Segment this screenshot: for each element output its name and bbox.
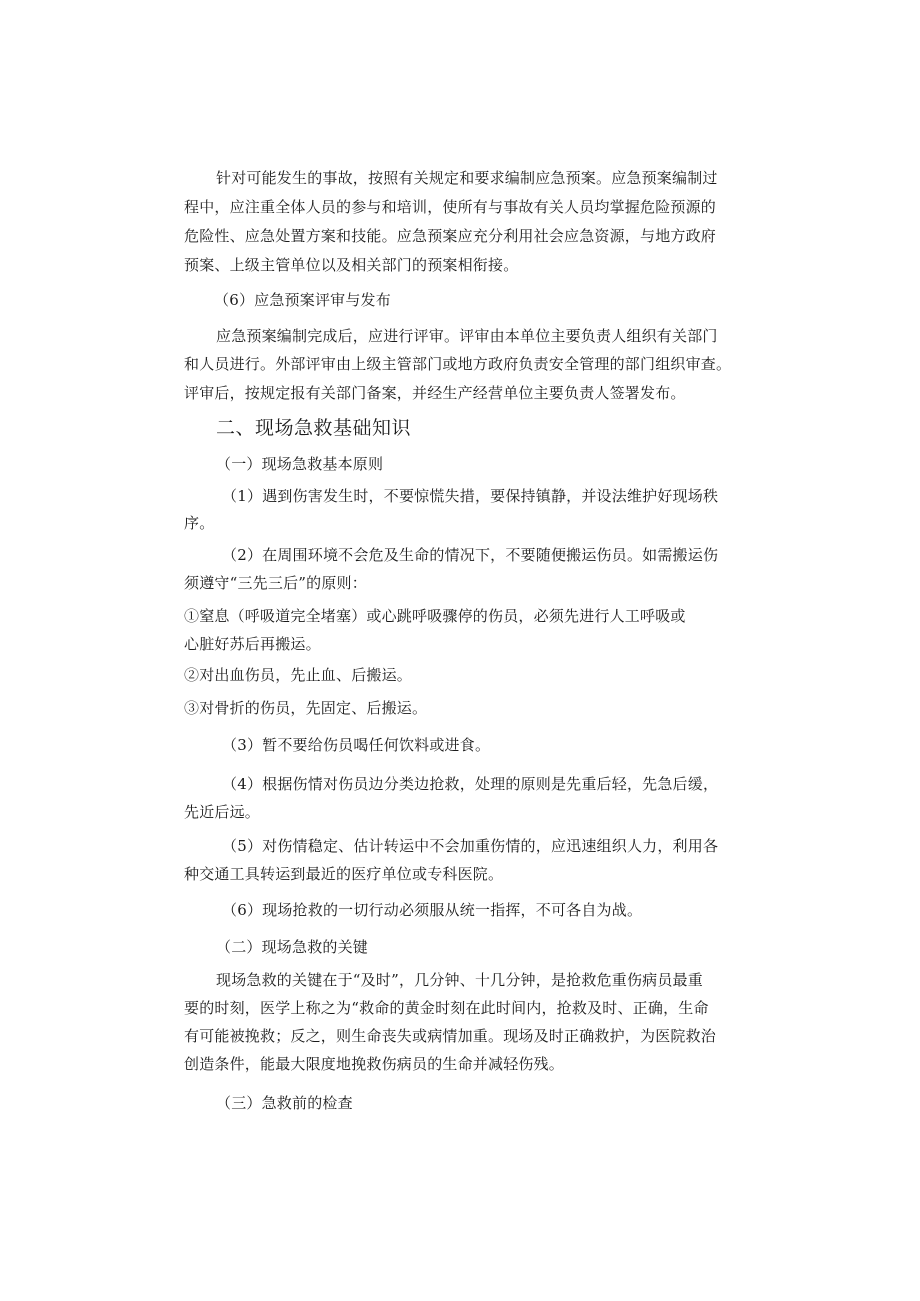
paragraph-line: 应急预案编制完成后，应进行评审。评审由本单位主要负责人组织有关部门 [216, 327, 718, 345]
paragraph-line: 要的时刻，医学上称之为“救命的黄金时刻在此时间内，抢救及时、正确，生命 [184, 999, 709, 1017]
subsection-title: （三）急救前的检查 [216, 1094, 353, 1112]
list-item-line: （5）对伤情稳定、估计转运中不会加重伤情的，应迅速组织人力，利用各 [222, 837, 719, 855]
list-item-line: ②对出血伤员，先止血、后搬运。 [184, 666, 413, 684]
paragraph-line: 现场急救的关键在于“及时”，几分钟、十几分钟，是抢救危重伤病员最重 [216, 971, 703, 989]
paragraph-line: 针对可能发生的事故，按照有关规定和要求编制应急预案。应急预案编制过 [216, 169, 718, 187]
list-item-line: （3）暂不要给伤员喝任何饮料或进食。 [222, 736, 491, 754]
subheading-review: （6）应急预案评审与发布 [214, 291, 391, 309]
list-item-line: （4）根据伤情对伤员边分类边抢救，处理的原则是先重后轻，先急后缓， [222, 775, 719, 793]
paragraph-line: 程中，应注重全体人员的参与和培训，使所有与事故有关人员均掌握危险预源的 [184, 198, 717, 216]
section-title: 二、现场急救基础知识 [216, 417, 412, 439]
list-item-line: 须遵守“三先三后”的原则： [184, 574, 367, 592]
list-item-line: ①窒息（呼吸道完全堵塞）或心跳呼吸骤停的伤员，必须先进行人工呼吸或 [184, 607, 686, 625]
subsection-title: （一）现场急救基本原则 [216, 455, 384, 473]
list-item-line: ③对骨折的伤员，先固定、后搬运。 [184, 699, 428, 717]
subsection-title: （二）现场急救的关键 [216, 938, 369, 956]
list-item-line: 先近后远。 [184, 803, 261, 821]
paragraph-line: 有可能被挽救；反之，则生命丧失或病情加重。现场及时正确救护，为医院救治 [184, 1027, 717, 1045]
list-item-line: （6）现场抢救的一切行动必须服从统一指挥，不可各自为战。 [222, 901, 643, 919]
paragraph-line: 评审后，按规定报有关部门备案，并经生产经营单位主要负责人签署发布。 [184, 384, 686, 402]
paragraph-line: 预案、上级主管单位以及相关部门的预案相衔接。 [184, 256, 519, 274]
paragraph-line: 创造条件，能最大限度地挽救伤病员的生命并减轻伤残。 [184, 1055, 565, 1073]
paragraph-line: 和人员进行。外部评审由上级主管部门或地方政府负责安全管理的部门组织审查。 [184, 355, 732, 373]
list-item-line: 心脏好苏后再搬运。 [184, 635, 321, 653]
list-item-line: （2）在周围环境不会危及生命的情况下，不要随便搬运伤员。如需搬运伤 [222, 546, 719, 564]
list-item-line: 种交通工具转运到最近的医疗单位或专科医院。 [184, 865, 504, 883]
list-item-line: （1）遇到伤害发生时，不要惊慌失措，要保持镇静，并设法维护好现场秩 [222, 487, 719, 505]
list-item-line: 序。 [184, 514, 215, 532]
paragraph-line: 危险性、应急处置方案和技能。应急预案应充分利用社会应急资源，与地方政府 [184, 227, 717, 245]
